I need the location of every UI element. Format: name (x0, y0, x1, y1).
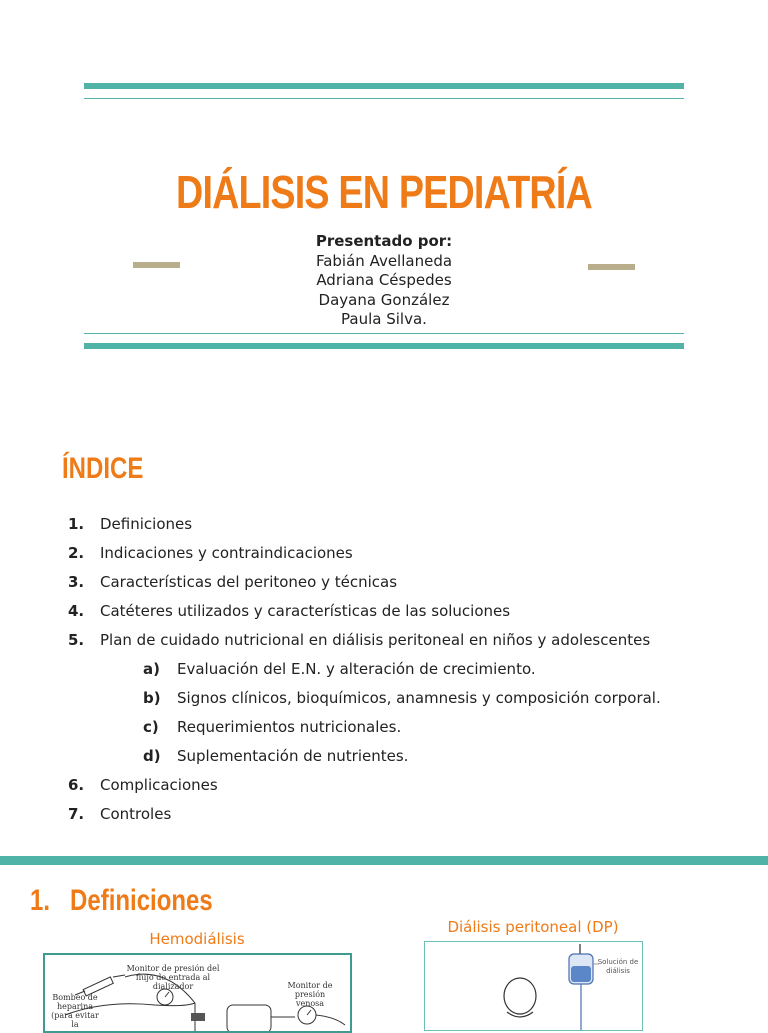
list-subitem (68, 715, 758, 744)
index-heading: ÍNDICE (62, 452, 144, 485)
list-item (68, 599, 758, 628)
item-number: 1. (68, 515, 85, 533)
gauge-icon (157, 989, 173, 1005)
list-item (68, 773, 758, 802)
item-text: Controles (100, 805, 172, 823)
list-item (68, 802, 758, 831)
iv-bag-icon (569, 944, 593, 1030)
hemodialysis-diagram (43, 953, 352, 1033)
presenter-name: Fabián Avellaneda (315, 251, 453, 270)
subitem-letter: a) (143, 660, 160, 678)
top-thick-rule (84, 83, 684, 89)
bottom-thick-rule (84, 343, 684, 349)
gauge-icon (298, 1006, 316, 1024)
solution-label: Solución de diálisis (597, 958, 639, 975)
presenter-name: Dayana González (318, 290, 450, 309)
flow-monitor-label: Monitor de presión del flujo de entrada al dializador (126, 964, 220, 991)
dialyzer-icon (191, 1013, 205, 1021)
peritoneal-illustration (425, 942, 642, 1030)
peritoneal-dialysis-diagram (424, 941, 643, 1031)
person-icon (504, 978, 536, 1017)
subitem-letter: d) (143, 747, 161, 765)
item-number: 7. (68, 805, 85, 823)
presenter-name: Paula Silva. (341, 310, 427, 328)
top-thin-rule (84, 98, 684, 99)
hemodialysis-caption: Hemodiálisis (149, 930, 245, 948)
subitem-text: Signos clínicos, bioquímicos, anamnesis y composición corporal. (177, 689, 661, 707)
list-subitem (68, 686, 758, 715)
venous-monitor-label: Monitor de presión venosa (287, 981, 333, 1008)
item-text: Definiciones (100, 515, 193, 533)
item-text: Indicaciones y contraindicaciones (100, 544, 353, 562)
presenters-block (0, 232, 768, 330)
list-subitem (68, 657, 758, 686)
list-subitem (68, 744, 758, 773)
index-list (68, 512, 758, 831)
subitem-letter: b) (143, 689, 161, 707)
heparin-pump-label: Bombeo de heparina (para evitar la (51, 993, 99, 1029)
item-text: Plan de cuidado nutricional en diálisis peritoneal en niños y adolescentes (100, 631, 651, 649)
bottom-thin-rule (84, 333, 684, 334)
item-text: Complicaciones (100, 776, 218, 794)
presentation-title: DIÁLISIS EN PEDIATRÍA (176, 166, 592, 218)
list-item (68, 628, 758, 657)
item-number: 3. (68, 573, 85, 591)
list-item (68, 541, 758, 570)
item-text: Características del peritoneo y técnicas (100, 573, 398, 591)
peritoneal-dialysis-caption: Diálisis peritoneal (DP) (447, 918, 619, 936)
item-number: 6. (68, 776, 85, 794)
section-divider-bar (0, 856, 768, 865)
subitem-text: Suplementación de nutrientes. (177, 747, 409, 765)
item-text: Catéteres utilizados y características de las soluciones (100, 602, 511, 620)
presented-by-label: Presentado por: (315, 232, 453, 250)
item-number: 2. (68, 544, 85, 562)
definitions-heading: 1. Definiciones (30, 884, 213, 917)
subitem-letter: c) (143, 718, 159, 736)
subitem-text: Requerimientos nutricionales. (177, 718, 402, 736)
list-item (68, 512, 758, 541)
list-item (68, 570, 758, 599)
presenter-name: Adriana Céspedes (316, 271, 452, 289)
subitem-text: Evaluación del E.N. y alteración de crecimiento. (177, 660, 536, 678)
item-number: 4. (68, 602, 85, 620)
item-number: 5. (68, 631, 85, 649)
